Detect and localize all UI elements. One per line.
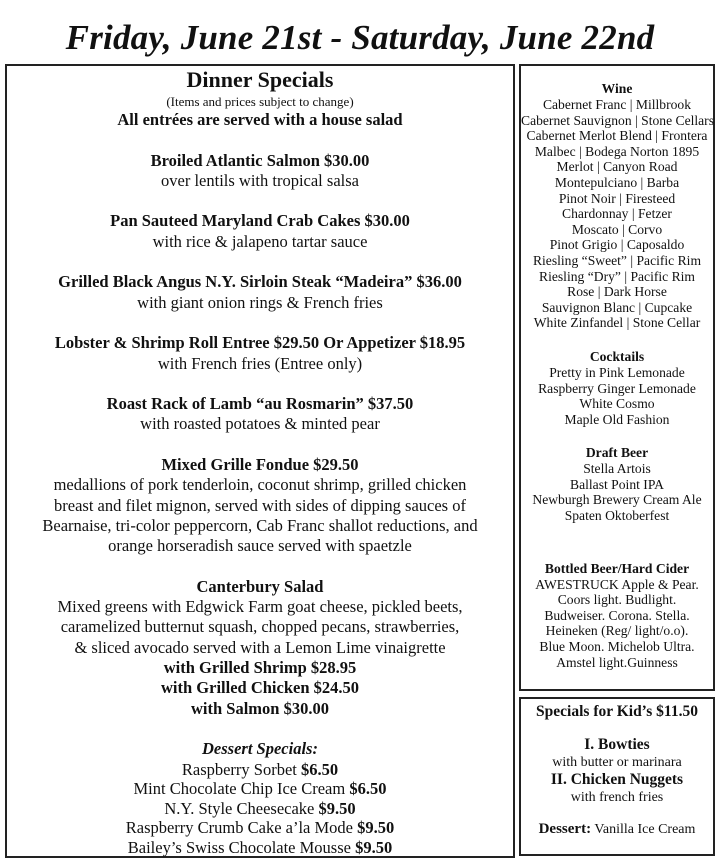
- drink-item: Raspberry Ginger Lemonade: [538, 380, 696, 396]
- drink-item: Sauvignon Blanc | Cupcake: [541, 299, 693, 315]
- menu-item-name: Roast Rack of Lamb “au Rosmarin” $37.50: [106, 394, 414, 414]
- drink-item: White Cosmo: [579, 396, 655, 412]
- page-title: Friday, June 21st - Saturday, June 22nd: [65, 18, 655, 57]
- spacer: [7, 252, 513, 272]
- dessert-name: Mint Chocolate Chip Ice Cream: [133, 779, 350, 798]
- dessert-price: $6.50: [349, 779, 387, 798]
- spacer: [521, 331, 713, 348]
- drink-item: Moscato | Corvo: [571, 221, 663, 237]
- drink-item: Cabernet Franc | Millbrook: [542, 97, 692, 112]
- menu-item: [7, 313, 513, 374]
- drink-item: Rose | Dark Horse: [567, 284, 667, 300]
- drink-item: Coors light. Budlight.: [557, 592, 677, 608]
- drink-item: AWESTRUCK Apple & Pear.: [535, 576, 699, 592]
- salad-note: All entrées are served with a house salad: [117, 110, 403, 129]
- menu-item: [7, 191, 513, 252]
- menu-item-name: Grilled Black Angus N.Y. Sirloin Steak “Madeira” $36.00: [58, 272, 462, 292]
- drink-item: Ballast Point IPA: [570, 476, 664, 492]
- drink-section: [521, 80, 713, 331]
- spacer: [7, 374, 513, 394]
- drink-item: Spaten Oktoberfest: [564, 508, 670, 524]
- drink-item: Chardonnay | Fetzer: [562, 206, 672, 222]
- menu-item-description: Bearnaise, tri-color peppercorn, Cab Franc shallot reductions, and: [42, 515, 478, 535]
- drink-item: Riesling “Sweet” | Pacific Rim: [532, 252, 702, 268]
- dessert-item: [7, 818, 513, 838]
- menu-item-option: with Salmon $30.00: [191, 698, 329, 718]
- dessert-item: [7, 799, 513, 819]
- drink-section: [521, 524, 713, 671]
- dinner-specials-heading: Dinner Specials: [186, 67, 334, 92]
- spacer: [7, 557, 513, 577]
- menu-item-description: & sliced avocado served with a Lemon Lime vinaigrette: [74, 637, 446, 657]
- drink-item: Budweiser. Corona. Stella.: [544, 607, 690, 623]
- kids-specials-panel: [519, 697, 715, 856]
- menu-item-description: caramelized butternut squash, chopped pecans, strawberries,: [60, 617, 460, 637]
- dessert-name: N.Y. Style Cheesecake: [164, 798, 319, 818]
- menu-item: [7, 252, 513, 313]
- menu-item-description: breast and filet mignon, served with sides of dipping sauces of: [54, 495, 466, 515]
- kids-item-description: with butter or marinara: [552, 755, 682, 770]
- dessert-price: $6.50: [301, 759, 339, 779]
- menu-item-name: Lobster & Shrimp Roll Entree $29.50 Or Appetizer $18.95: [54, 333, 466, 353]
- dinner-items-list: [7, 130, 513, 719]
- drink-section: [521, 427, 713, 523]
- menu-item-description: orange horseradish sauce served with spaetzle: [108, 536, 412, 556]
- drink-item: Malbec | Bodega Norton 1895: [534, 143, 700, 159]
- menu-item: [7, 557, 513, 719]
- kids-heading: Specials for Kid’s $11.50: [536, 703, 698, 720]
- menu-item-name: Pan Sauteed Maryland Crab Cakes $30.00: [110, 211, 410, 231]
- drink-item: Pretty in Pink Lemonade: [549, 364, 685, 380]
- menu-item: [7, 374, 513, 435]
- menu-item-name: Mixed Grille Fondue $29.50: [161, 455, 359, 475]
- spacer: [7, 435, 513, 455]
- drink-section-heading: Draft Beer: [585, 445, 649, 461]
- dessert-name: Raspberry Sorbet: [181, 759, 302, 779]
- dessert-item: [7, 838, 513, 858]
- spacer: [521, 524, 713, 560]
- menu-item-description: Mixed greens with Edgwick Farm goat cheese, pickled beets,: [57, 597, 463, 617]
- menu-item-description: with rice & jalapeno tartar sauce: [152, 231, 368, 251]
- menu-item-description: with French fries (Entree only): [157, 353, 363, 373]
- drink-item: Pinot Grigio | Caposaldo: [549, 237, 685, 253]
- dinner-specials-panel: [5, 64, 515, 858]
- menu-item-name: Canterbury Salad: [196, 576, 324, 596]
- spacer: [7, 191, 513, 211]
- spacer: [521, 427, 713, 444]
- drink-item: Riesling “Dry” | Pacific Rim: [539, 268, 695, 284]
- menu-item-description: medallions of pork tenderloin, coconut shrimp, grilled chicken: [53, 475, 467, 495]
- drink-sections: [521, 80, 713, 670]
- menu-item: [7, 130, 513, 191]
- kids-item-name: II. Chicken Nuggets: [550, 771, 684, 788]
- dessert-specials-heading: Dessert Specials:: [202, 739, 318, 759]
- drink-item: Cabernet Sauvignon | Stone Cellars: [521, 112, 715, 128]
- menu-item-name: Broiled Atlantic Salmon $30.00: [150, 150, 370, 170]
- drink-section: [521, 331, 713, 427]
- dessert-item: [7, 779, 513, 799]
- dessert-items-list: [7, 760, 513, 858]
- menu-item-description: with roasted potatoes & minted pear: [140, 414, 380, 434]
- drink-item: Maple Old Fashion: [564, 411, 670, 427]
- drinks-panel: [519, 64, 715, 691]
- kids-item-description: with french fries: [570, 790, 664, 805]
- price-note: (Items and prices subject to change): [166, 94, 354, 109]
- menu-item-option: with Grilled Chicken $24.50: [160, 678, 359, 698]
- spacer: [7, 313, 513, 333]
- drink-item: White Zinfandel | Stone Cellar: [533, 315, 701, 331]
- spacer: [7, 130, 513, 150]
- dessert-item: [7, 760, 513, 780]
- drink-item: Stella Artois: [583, 461, 651, 477]
- drink-item: Newburgh Brewery Cream Ale: [532, 492, 702, 508]
- drink-item: Amstel light.Guinness: [556, 654, 678, 670]
- drink-section-heading: Cocktails: [589, 348, 645, 364]
- dessert-price: $9.50: [318, 798, 356, 818]
- drink-item: Cabernet Merlot Blend | Frontera: [526, 128, 708, 144]
- kids-dessert-label: Dessert:: [538, 821, 592, 837]
- drink-section-heading: Wine: [601, 81, 633, 96]
- menu-item-description: over lentils with tropical salsa: [161, 170, 359, 190]
- dessert-price: $9.50: [355, 837, 393, 857]
- kids-dessert-value: Vanilla Ice Cream: [591, 822, 696, 837]
- drink-section-heading: Bottled Beer/Hard Cider: [544, 560, 690, 576]
- menu-item: [7, 435, 513, 557]
- menu-item-option: with Grilled Shrimp $28.95: [163, 658, 357, 678]
- drink-item: Blue Moon. Michelob Ultra.: [539, 639, 695, 655]
- kids-items-list: [521, 736, 713, 806]
- drink-item: Merlot | Canyon Road: [556, 159, 678, 175]
- dessert-price: $9.50: [357, 818, 395, 837]
- drink-item: Pinot Noir | Firesteed: [558, 190, 676, 206]
- drink-item: Montepulciano | Barba: [554, 174, 680, 190]
- dessert-name: Bailey’s Swiss Chocolate Mousse: [127, 837, 356, 857]
- drink-item: Heineken (Reg/ light/o.o).: [545, 623, 689, 639]
- kids-item-name: I. Bowties: [584, 736, 650, 753]
- dessert-name: Raspberry Crumb Cake a’la Mode: [125, 818, 358, 837]
- menu-item-description: with giant onion rings & French fries: [137, 292, 383, 312]
